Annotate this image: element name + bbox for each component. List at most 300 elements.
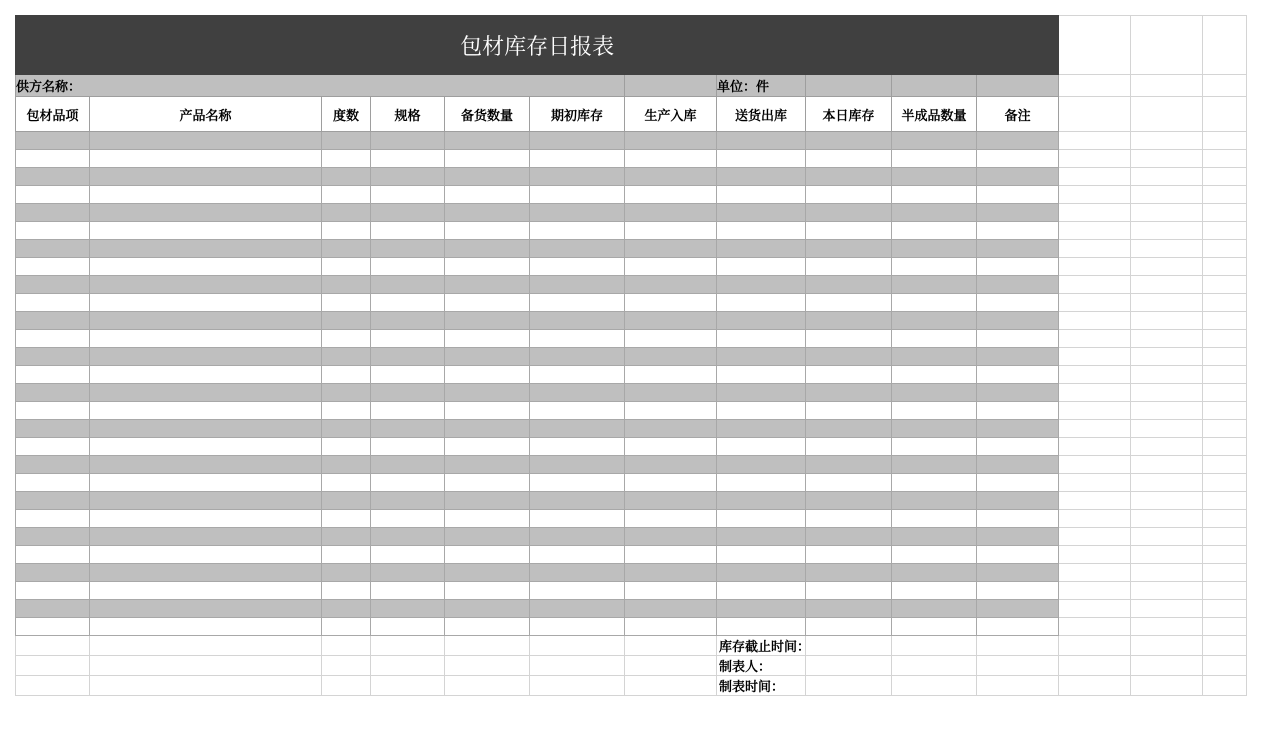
sheet-cell[interactable] bbox=[530, 402, 625, 420]
sheet-cell[interactable] bbox=[892, 312, 977, 330]
sheet-cell[interactable] bbox=[892, 348, 977, 366]
sheet-cell[interactable] bbox=[625, 420, 717, 438]
column-header-production-in[interactable]: 生产入库 bbox=[625, 97, 717, 132]
sheet-cell[interactable] bbox=[16, 676, 90, 696]
sheet-cell[interactable] bbox=[90, 456, 322, 474]
sheet-cell[interactable] bbox=[371, 276, 445, 294]
sheet-cell[interactable] bbox=[16, 600, 90, 618]
sheet-cell[interactable] bbox=[1203, 75, 1247, 97]
sheet-cell[interactable] bbox=[625, 366, 717, 384]
sheet-cell[interactable] bbox=[530, 204, 625, 222]
sheet-cell[interactable] bbox=[717, 294, 806, 312]
sheet-cell[interactable] bbox=[1203, 384, 1247, 402]
sheet-cell[interactable] bbox=[1131, 16, 1203, 75]
sheet-cell[interactable] bbox=[90, 186, 322, 204]
sheet-cell[interactable] bbox=[1131, 330, 1203, 348]
sheet-cell[interactable] bbox=[977, 420, 1059, 438]
sheet-cell[interactable] bbox=[1059, 528, 1131, 546]
sheet-cell[interactable] bbox=[322, 222, 371, 240]
sheet-cell[interactable] bbox=[530, 240, 625, 258]
sheet-cell[interactable] bbox=[16, 384, 90, 402]
sheet-cell[interactable] bbox=[625, 438, 717, 456]
sheet-cell[interactable] bbox=[1131, 564, 1203, 582]
sheet-cell[interactable] bbox=[530, 348, 625, 366]
sheet-cell[interactable] bbox=[1059, 276, 1131, 294]
sheet-cell[interactable] bbox=[892, 294, 977, 312]
sheet-cell[interactable] bbox=[977, 276, 1059, 294]
sheet-cell[interactable] bbox=[717, 600, 806, 618]
sheet-cell[interactable] bbox=[1203, 618, 1247, 636]
sheet-cell[interactable] bbox=[977, 222, 1059, 240]
sheet-cell[interactable] bbox=[1131, 636, 1203, 656]
sheet-cell[interactable] bbox=[806, 384, 892, 402]
sheet-cell[interactable] bbox=[530, 546, 625, 564]
sheet-cell[interactable] bbox=[90, 546, 322, 564]
sheet-cell[interactable] bbox=[625, 564, 717, 582]
sheet-cell[interactable] bbox=[625, 528, 717, 546]
sheet-cell[interactable] bbox=[371, 258, 445, 276]
sheet-cell[interactable] bbox=[445, 204, 530, 222]
sheet-cell[interactable] bbox=[530, 564, 625, 582]
sheet-cell[interactable] bbox=[1059, 636, 1131, 656]
sheet-cell[interactable] bbox=[1131, 600, 1203, 618]
sheet-cell[interactable] bbox=[806, 312, 892, 330]
sheet-cell[interactable] bbox=[1203, 258, 1247, 276]
sheet-cell[interactable] bbox=[530, 132, 625, 150]
sheet-cell[interactable] bbox=[90, 676, 322, 696]
sheet-cell[interactable] bbox=[1203, 656, 1247, 676]
sheet-cell[interactable] bbox=[806, 618, 892, 636]
sheet-cell[interactable] bbox=[977, 676, 1059, 696]
sheet-cell[interactable] bbox=[1059, 330, 1131, 348]
sheet-cell[interactable] bbox=[445, 402, 530, 420]
sheet-cell[interactable] bbox=[322, 582, 371, 600]
sheet-cell[interactable] bbox=[371, 656, 445, 676]
sheet-cell[interactable] bbox=[717, 402, 806, 420]
sheet-cell[interactable] bbox=[892, 618, 977, 636]
sheet-cell[interactable] bbox=[806, 75, 892, 97]
sheet-cell[interactable] bbox=[625, 474, 717, 492]
sheet-cell[interactable] bbox=[371, 150, 445, 168]
sheet-cell[interactable] bbox=[530, 294, 625, 312]
sheet-cell[interactable] bbox=[16, 438, 90, 456]
sheet-cell[interactable] bbox=[530, 330, 625, 348]
sheet-cell[interactable] bbox=[892, 276, 977, 294]
sheet-cell[interactable] bbox=[1059, 420, 1131, 438]
sheet-cell[interactable] bbox=[322, 564, 371, 582]
sheet-cell[interactable] bbox=[717, 384, 806, 402]
sheet-cell[interactable] bbox=[16, 564, 90, 582]
sheet-cell[interactable] bbox=[90, 276, 322, 294]
sheet-cell[interactable] bbox=[16, 312, 90, 330]
sheet-cell[interactable] bbox=[445, 150, 530, 168]
sheet-cell[interactable] bbox=[322, 528, 371, 546]
sheet-cell[interactable] bbox=[892, 222, 977, 240]
sheet-cell[interactable] bbox=[1203, 222, 1247, 240]
sheet-cell[interactable] bbox=[806, 474, 892, 492]
sheet-cell[interactable] bbox=[977, 75, 1059, 97]
sheet-cell[interactable] bbox=[1203, 456, 1247, 474]
sheet-cell[interactable] bbox=[625, 600, 717, 618]
sheet-cell[interactable] bbox=[90, 420, 322, 438]
sheet-cell[interactable] bbox=[1131, 528, 1203, 546]
sheet-cell[interactable] bbox=[445, 168, 530, 186]
sheet-cell[interactable] bbox=[16, 258, 90, 276]
sheet-cell[interactable] bbox=[1059, 204, 1131, 222]
sheet-cell[interactable] bbox=[445, 438, 530, 456]
sheet-cell[interactable] bbox=[625, 456, 717, 474]
sheet-cell[interactable] bbox=[977, 510, 1059, 528]
sheet-cell[interactable] bbox=[806, 456, 892, 474]
sheet-cell[interactable] bbox=[625, 312, 717, 330]
sheet-cell[interactable] bbox=[625, 546, 717, 564]
sheet-cell[interactable] bbox=[445, 276, 530, 294]
sheet-cell[interactable] bbox=[322, 366, 371, 384]
sheet-cell[interactable] bbox=[717, 348, 806, 366]
sheet-cell[interactable] bbox=[892, 168, 977, 186]
sheet-cell[interactable] bbox=[322, 676, 371, 696]
sheet-cell[interactable] bbox=[892, 564, 977, 582]
sheet-cell[interactable] bbox=[530, 618, 625, 636]
sheet-cell[interactable] bbox=[977, 618, 1059, 636]
sheet-cell[interactable] bbox=[322, 312, 371, 330]
sheet-cell[interactable] bbox=[1203, 168, 1247, 186]
sheet-cell[interactable] bbox=[1203, 348, 1247, 366]
sheet-cell[interactable] bbox=[625, 75, 717, 97]
sheet-cell[interactable] bbox=[1203, 402, 1247, 420]
sheet-cell[interactable] bbox=[625, 384, 717, 402]
sheet-cell[interactable] bbox=[625, 402, 717, 420]
sheet-cell[interactable] bbox=[445, 456, 530, 474]
sheet-cell[interactable] bbox=[1059, 456, 1131, 474]
sheet-cell[interactable] bbox=[90, 132, 322, 150]
sheet-cell[interactable] bbox=[90, 600, 322, 618]
sheet-cell[interactable] bbox=[625, 222, 717, 240]
sheet-cell[interactable] bbox=[806, 258, 892, 276]
sheet-cell[interactable] bbox=[16, 204, 90, 222]
sheet-cell[interactable] bbox=[371, 186, 445, 204]
sheet-cell[interactable] bbox=[16, 656, 90, 676]
sheet-cell[interactable] bbox=[90, 240, 322, 258]
unit-label[interactable]: 单位：件 bbox=[717, 75, 806, 97]
sheet-cell[interactable] bbox=[1059, 384, 1131, 402]
sheet-cell[interactable] bbox=[892, 366, 977, 384]
sheet-cell[interactable] bbox=[322, 294, 371, 312]
sheet-cell[interactable] bbox=[806, 240, 892, 258]
sheet-cell[interactable] bbox=[1203, 150, 1247, 168]
sheet-cell[interactable] bbox=[806, 186, 892, 204]
column-header-degree[interactable]: 度数 bbox=[322, 97, 371, 132]
sheet-cell[interactable] bbox=[1059, 618, 1131, 636]
supplier-name-label[interactable]: 供方名称： bbox=[16, 75, 625, 97]
sheet-cell[interactable] bbox=[16, 402, 90, 420]
sheet-cell[interactable] bbox=[625, 204, 717, 222]
sheet-cell[interactable] bbox=[806, 528, 892, 546]
sheet-cell[interactable] bbox=[892, 204, 977, 222]
sheet-cell[interactable] bbox=[1203, 16, 1247, 75]
sheet-cell[interactable] bbox=[16, 222, 90, 240]
sheet-cell[interactable] bbox=[1203, 132, 1247, 150]
sheet-cell[interactable] bbox=[1059, 600, 1131, 618]
sheet-cell[interactable] bbox=[1131, 510, 1203, 528]
sheet-cell[interactable] bbox=[530, 474, 625, 492]
sheet-cell[interactable] bbox=[977, 204, 1059, 222]
sheet-cell[interactable] bbox=[977, 312, 1059, 330]
sheet-cell[interactable] bbox=[1059, 492, 1131, 510]
sheet-cell[interactable] bbox=[16, 348, 90, 366]
sheet-cell[interactable] bbox=[1059, 656, 1131, 676]
sheet-cell[interactable] bbox=[371, 204, 445, 222]
sheet-cell[interactable] bbox=[1203, 438, 1247, 456]
sheet-cell[interactable] bbox=[90, 330, 322, 348]
sheet-cell[interactable] bbox=[90, 582, 322, 600]
sheet-cell[interactable] bbox=[445, 582, 530, 600]
sheet-cell[interactable] bbox=[1059, 294, 1131, 312]
sheet-cell[interactable] bbox=[445, 656, 530, 676]
sheet-cell[interactable] bbox=[1131, 492, 1203, 510]
sheet-cell[interactable] bbox=[322, 546, 371, 564]
sheet-cell[interactable] bbox=[16, 582, 90, 600]
sheet-cell[interactable] bbox=[1059, 582, 1131, 600]
sheet-cell[interactable] bbox=[371, 348, 445, 366]
sheet-cell[interactable] bbox=[90, 384, 322, 402]
sheet-cell[interactable] bbox=[16, 510, 90, 528]
sheet-cell[interactable] bbox=[717, 168, 806, 186]
sheet-cell[interactable] bbox=[806, 636, 892, 656]
sheet-cell[interactable] bbox=[322, 330, 371, 348]
sheet-cell[interactable] bbox=[371, 636, 445, 656]
sheet-cell[interactable] bbox=[90, 150, 322, 168]
sheet-cell[interactable] bbox=[1131, 150, 1203, 168]
sheet-cell[interactable] bbox=[371, 366, 445, 384]
column-header-remarks[interactable]: 备注 bbox=[977, 97, 1059, 132]
sheet-cell[interactable] bbox=[977, 132, 1059, 150]
sheet-cell[interactable] bbox=[371, 402, 445, 420]
sheet-cell[interactable] bbox=[322, 168, 371, 186]
sheet-cell[interactable] bbox=[445, 474, 530, 492]
sheet-cell[interactable] bbox=[322, 636, 371, 656]
sheet-cell[interactable] bbox=[892, 636, 977, 656]
sheet-cell[interactable] bbox=[892, 492, 977, 510]
sheet-cell[interactable] bbox=[1131, 276, 1203, 294]
sheet-cell[interactable] bbox=[322, 510, 371, 528]
sheet-cell[interactable] bbox=[977, 600, 1059, 618]
sheet-cell[interactable] bbox=[892, 258, 977, 276]
sheet-cell[interactable] bbox=[892, 510, 977, 528]
sheet-cell[interactable] bbox=[1059, 348, 1131, 366]
sheet-cell[interactable] bbox=[16, 366, 90, 384]
sheet-cell[interactable] bbox=[90, 510, 322, 528]
sheet-cell[interactable] bbox=[892, 438, 977, 456]
sheet-cell[interactable] bbox=[892, 420, 977, 438]
sheet-cell[interactable] bbox=[371, 510, 445, 528]
sheet-cell[interactable] bbox=[625, 492, 717, 510]
sheet-cell[interactable] bbox=[530, 528, 625, 546]
sheet-cell[interactable] bbox=[1131, 402, 1203, 420]
sheet-cell[interactable] bbox=[717, 510, 806, 528]
sheet-cell[interactable] bbox=[530, 492, 625, 510]
sheet-cell[interactable] bbox=[445, 312, 530, 330]
sheet-cell[interactable] bbox=[371, 618, 445, 636]
sheet-cell[interactable] bbox=[1131, 366, 1203, 384]
sheet-cell[interactable] bbox=[806, 600, 892, 618]
sheet-cell[interactable] bbox=[892, 330, 977, 348]
sheet-cell[interactable] bbox=[530, 420, 625, 438]
sheet-cell[interactable] bbox=[892, 75, 977, 97]
sheet-cell[interactable] bbox=[371, 564, 445, 582]
sheet-cell[interactable] bbox=[1059, 366, 1131, 384]
sheet-cell[interactable] bbox=[892, 656, 977, 676]
sheet-cell[interactable] bbox=[806, 438, 892, 456]
sheet-cell[interactable] bbox=[717, 618, 806, 636]
sheet-cell[interactable] bbox=[977, 492, 1059, 510]
sheet-cell[interactable] bbox=[806, 294, 892, 312]
sheet-cell[interactable] bbox=[371, 294, 445, 312]
sheet-cell[interactable] bbox=[1131, 97, 1203, 132]
sheet-cell[interactable] bbox=[977, 546, 1059, 564]
sheet-cell[interactable] bbox=[625, 618, 717, 636]
sheet-cell[interactable] bbox=[892, 456, 977, 474]
sheet-cell[interactable] bbox=[1131, 312, 1203, 330]
sheet-cell[interactable] bbox=[806, 222, 892, 240]
sheet-cell[interactable] bbox=[806, 676, 892, 696]
sheet-cell[interactable] bbox=[445, 492, 530, 510]
sheet-cell[interactable] bbox=[445, 420, 530, 438]
sheet-cell[interactable] bbox=[1131, 240, 1203, 258]
sheet-cell[interactable] bbox=[1131, 258, 1203, 276]
sheet-cell[interactable] bbox=[1059, 312, 1131, 330]
sheet-cell[interactable] bbox=[1059, 186, 1131, 204]
sheet-cell[interactable] bbox=[1131, 656, 1203, 676]
sheet-cell[interactable] bbox=[322, 258, 371, 276]
column-header-opening-stock[interactable]: 期初库存 bbox=[530, 97, 625, 132]
sheet-cell[interactable] bbox=[371, 168, 445, 186]
sheet-cell[interactable] bbox=[322, 240, 371, 258]
sheet-cell[interactable] bbox=[717, 420, 806, 438]
sheet-cell[interactable] bbox=[445, 546, 530, 564]
sheet-cell[interactable] bbox=[530, 600, 625, 618]
sheet-cell[interactable] bbox=[90, 636, 322, 656]
sheet-cell[interactable] bbox=[16, 150, 90, 168]
sheet-cell[interactable] bbox=[892, 546, 977, 564]
sheet-cell[interactable] bbox=[371, 132, 445, 150]
sheet-cell[interactable] bbox=[530, 366, 625, 384]
sheet-cell[interactable] bbox=[90, 656, 322, 676]
sheet-cell[interactable] bbox=[1131, 168, 1203, 186]
sheet-cell[interactable] bbox=[977, 168, 1059, 186]
sheet-cell[interactable] bbox=[892, 384, 977, 402]
sheet-cell[interactable] bbox=[806, 546, 892, 564]
report-maker-label[interactable]: 制表人： bbox=[717, 656, 806, 676]
sheet-cell[interactable] bbox=[806, 168, 892, 186]
sheet-cell[interactable] bbox=[1203, 676, 1247, 696]
sheet-cell[interactable] bbox=[1059, 132, 1131, 150]
sheet-cell[interactable] bbox=[445, 600, 530, 618]
sheet-cell[interactable] bbox=[892, 402, 977, 420]
sheet-cell[interactable] bbox=[445, 330, 530, 348]
sheet-cell[interactable] bbox=[16, 240, 90, 258]
sheet-cell[interactable] bbox=[445, 528, 530, 546]
sheet-cell[interactable] bbox=[806, 330, 892, 348]
sheet-cell[interactable] bbox=[1203, 510, 1247, 528]
sheet-cell[interactable] bbox=[371, 240, 445, 258]
sheet-cell[interactable] bbox=[1131, 582, 1203, 600]
sheet-cell[interactable] bbox=[530, 510, 625, 528]
sheet-cell[interactable] bbox=[1203, 474, 1247, 492]
sheet-cell[interactable] bbox=[90, 222, 322, 240]
sheet-cell[interactable] bbox=[1203, 420, 1247, 438]
sheet-cell[interactable] bbox=[717, 132, 806, 150]
sheet-cell[interactable] bbox=[717, 474, 806, 492]
sheet-cell[interactable] bbox=[1059, 240, 1131, 258]
sheet-cell[interactable] bbox=[371, 384, 445, 402]
sheet-cell[interactable] bbox=[16, 618, 90, 636]
sheet-cell[interactable] bbox=[717, 438, 806, 456]
sheet-cell[interactable] bbox=[322, 492, 371, 510]
sheet-cell[interactable] bbox=[445, 618, 530, 636]
sheet-cell[interactable] bbox=[1059, 168, 1131, 186]
sheet-cell[interactable] bbox=[1131, 384, 1203, 402]
sheet-cell[interactable] bbox=[806, 656, 892, 676]
sheet-cell[interactable] bbox=[371, 528, 445, 546]
sheet-cell[interactable] bbox=[977, 656, 1059, 676]
sheet-cell[interactable] bbox=[322, 402, 371, 420]
sheet-cell[interactable] bbox=[322, 348, 371, 366]
column-header-stock-qty[interactable]: 备货数量 bbox=[445, 97, 530, 132]
sheet-cell[interactable] bbox=[90, 366, 322, 384]
sheet-cell[interactable] bbox=[16, 474, 90, 492]
sheet-cell[interactable] bbox=[16, 294, 90, 312]
sheet-cell[interactable] bbox=[530, 582, 625, 600]
sheet-cell[interactable] bbox=[1131, 618, 1203, 636]
sheet-cell[interactable] bbox=[1059, 97, 1131, 132]
sheet-cell[interactable] bbox=[977, 294, 1059, 312]
sheet-cell[interactable] bbox=[1059, 510, 1131, 528]
sheet-cell[interactable] bbox=[1059, 75, 1131, 97]
sheet-cell[interactable] bbox=[1059, 546, 1131, 564]
sheet-cell[interactable] bbox=[371, 600, 445, 618]
sheet-cell[interactable] bbox=[1203, 366, 1247, 384]
sheet-cell[interactable] bbox=[16, 528, 90, 546]
sheet-cell[interactable] bbox=[892, 132, 977, 150]
sheet-cell[interactable] bbox=[445, 258, 530, 276]
sheet-cell[interactable] bbox=[1131, 132, 1203, 150]
sheet-cell[interactable] bbox=[717, 222, 806, 240]
sheet-cell[interactable] bbox=[1203, 186, 1247, 204]
sheet-cell[interactable] bbox=[16, 168, 90, 186]
sheet-cell[interactable] bbox=[530, 676, 625, 696]
sheet-cell[interactable] bbox=[16, 546, 90, 564]
sheet-cell[interactable] bbox=[90, 564, 322, 582]
sheet-cell[interactable] bbox=[1131, 474, 1203, 492]
sheet-cell[interactable] bbox=[445, 636, 530, 656]
sheet-cell[interactable] bbox=[371, 492, 445, 510]
sheet-cell[interactable] bbox=[625, 168, 717, 186]
sheet-cell[interactable] bbox=[90, 348, 322, 366]
sheet-cell[interactable] bbox=[1131, 204, 1203, 222]
sheet-cell[interactable] bbox=[322, 276, 371, 294]
sheet-cell[interactable] bbox=[977, 366, 1059, 384]
sheet-cell[interactable] bbox=[625, 348, 717, 366]
sheet-cell[interactable] bbox=[892, 528, 977, 546]
sheet-cell[interactable] bbox=[90, 492, 322, 510]
sheet-cell[interactable] bbox=[1203, 312, 1247, 330]
sheet-cell[interactable] bbox=[717, 366, 806, 384]
sheet-cell[interactable] bbox=[625, 330, 717, 348]
sheet-cell[interactable] bbox=[977, 564, 1059, 582]
sheet-cell[interactable] bbox=[445, 384, 530, 402]
sheet-cell[interactable] bbox=[1203, 97, 1247, 132]
